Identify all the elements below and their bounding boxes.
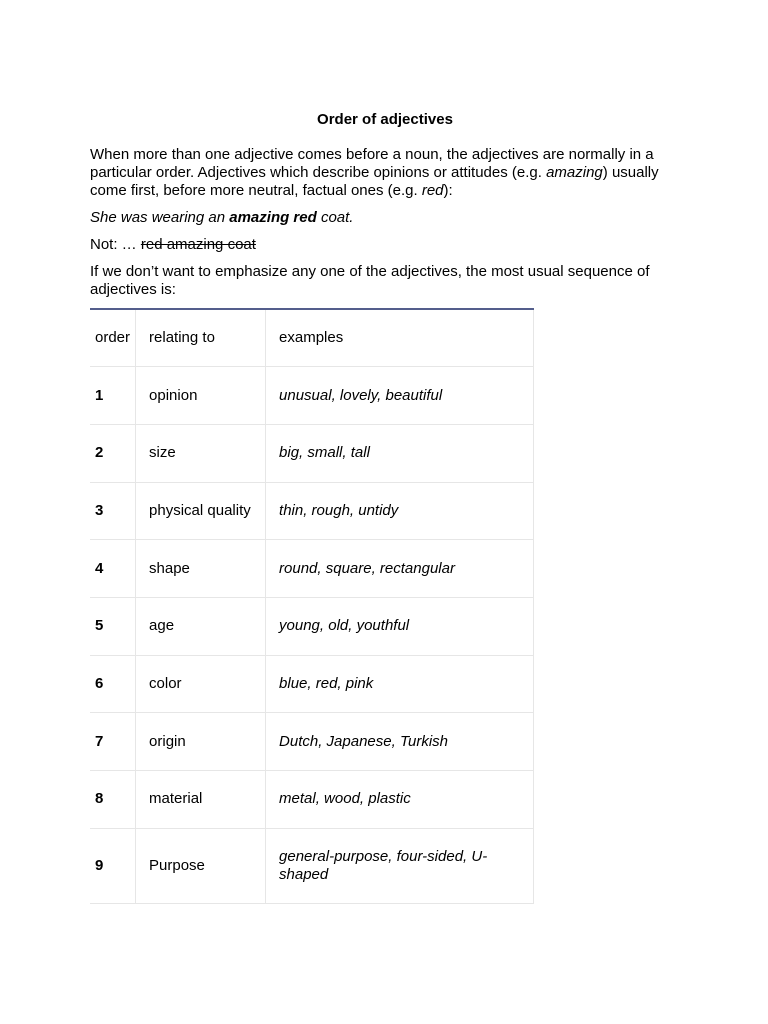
row-order: 8 [90,771,136,829]
table-row [90,540,534,598]
row-examples: Dutch, Japanese, Turkish [266,713,534,771]
row-relating: opinion [136,367,266,425]
intro-example-2: red [421,182,444,199]
row-examples: blue, red, pink [266,655,534,713]
page-title: Order of adjectives [317,111,453,128]
intro-paragraph [90,146,680,200]
intro-text-2: ) usually come first, before more neutral, factual ones (e.g. [90,164,659,199]
document-page [90,110,680,904]
row-examples: unusual, lovely, beautiful [266,367,534,425]
row-examples: young, old, youthful [266,597,534,655]
row-order: 1 [90,367,136,425]
example-sentence [90,209,680,227]
row-relating: shape [136,540,266,598]
table-row [90,424,534,482]
table-row [90,655,534,713]
row-relating: Purpose [136,828,266,903]
row-relating: age [136,597,266,655]
intro-text-1: When more than one adjective comes before a noun, the adjectives are normally in a particular order. Adjectives which describe opinions or attitudes (e.g. [90,146,654,181]
example-before: She was wearing an [90,209,230,226]
example-after: coat. [316,209,354,226]
intro-example-1: amazing [546,164,603,181]
row-examples: round, square, rectangular [266,540,534,598]
row-order: 7 [90,713,136,771]
row-examples: metal, wood, plastic [266,771,534,829]
table-row [90,713,534,771]
intro-text-3: ): [443,182,453,199]
sequence-intro: If we don’t want to emphasize any one of the adjectives, the most usual sequence of adjectives is: [90,263,650,298]
table-row [90,482,534,540]
row-relating: physical quality [136,482,266,540]
row-relating: size [136,424,266,482]
adjective-order-table [90,308,534,904]
not-prefix: Not: … [90,236,141,253]
table-row [90,597,534,655]
row-order: 6 [90,655,136,713]
table-header-row [90,309,534,367]
row-order: 2 [90,424,136,482]
row-examples: thin, rough, untidy [266,482,534,540]
row-order: 9 [90,828,136,903]
row-order: 5 [90,597,136,655]
row-relating: origin [136,713,266,771]
row-relating: material [136,771,266,829]
header-examples: examples [266,309,534,367]
row-examples: general-purpose, four-sided, U-shaped [266,828,534,903]
struck-example: red amazing coat [140,236,256,253]
not-line [90,236,680,254]
table-row [90,367,534,425]
header-relating-to: relating to [136,309,266,367]
row-relating: color [136,655,266,713]
example-bold: amazing red [229,209,317,226]
table-row [90,828,534,903]
header-order: order [90,309,136,367]
table-row [90,771,534,829]
row-examples: big, small, tall [266,424,534,482]
row-order: 4 [90,540,136,598]
row-order: 3 [90,482,136,540]
